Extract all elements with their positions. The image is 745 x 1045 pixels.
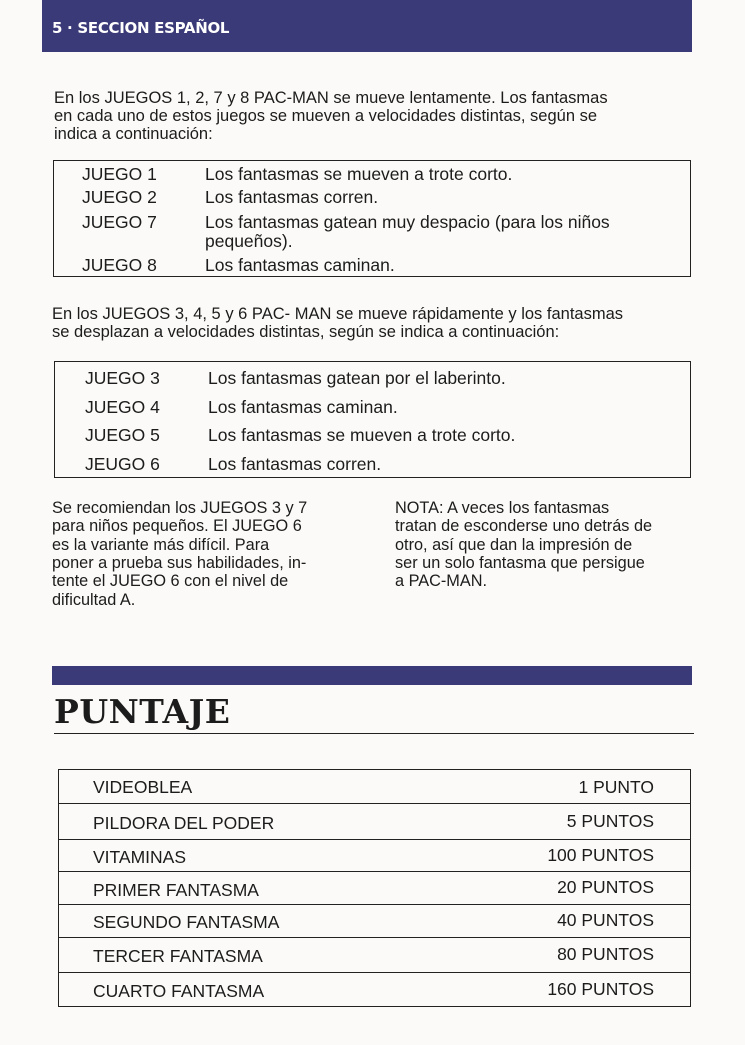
section-divider-bar: [52, 666, 692, 685]
nota-line: ser un solo fantasma que persigue: [395, 554, 645, 572]
intro1-line: en cada uno de estos juegos se mueven a velocidades distintas, según se: [54, 107, 598, 125]
game-label: JUEGO 7: [82, 212, 157, 232]
table-row: [58, 840, 691, 872]
game-label: JUEGO 4: [85, 397, 160, 417]
game-description: Los fantasmas gatean por el laberinto.: [208, 368, 506, 388]
game-description: Los fantasmas se mueven a trote corto.: [208, 425, 516, 445]
section-heading: PUNTAJE: [54, 692, 231, 731]
game-label: JUEGO 5: [85, 425, 160, 445]
score-item: SEGUNDO FANTASMA: [93, 912, 280, 932]
page-section-title: 5 · SECCION ESPAÑOL: [52, 19, 230, 37]
score-points: 40 PUNTOS: [557, 910, 654, 930]
game-label: JUEGO 8: [82, 255, 157, 275]
score-item: TERCER FANTASMA: [93, 946, 263, 966]
table-row: [58, 804, 691, 840]
recommend-line: es la variante más difícil. Para: [52, 536, 270, 554]
score-item: VITAMINAS: [93, 847, 187, 867]
score-item: VIDEOBLEA: [93, 777, 193, 797]
score-item: CUARTO FANTASMA: [93, 981, 265, 1001]
score-points: 5 PUNTOS: [566, 811, 654, 831]
recommend-line: tente el JUEGO 6 con el nivel de: [52, 572, 289, 590]
game-description: Los fantasmas corren.: [205, 187, 379, 207]
score-points: 80 PUNTOS: [557, 944, 654, 964]
intro2-line: En los JUEGOS 3, 4, 5 y 6 PAC- MAN se mueve rápidamente y los fantasmas: [52, 305, 624, 323]
table-row: [58, 872, 691, 905]
nota-line: otro, así que dan la impresión de: [395, 536, 633, 554]
game-description-cont: pequeños).: [205, 231, 293, 251]
game-description: Los fantasmas se mueven a trote corto.: [205, 164, 513, 184]
table-row: [58, 938, 691, 973]
score-table: [58, 769, 691, 1007]
table-row: [58, 770, 691, 804]
score-points: 1 PUNTO: [578, 777, 654, 797]
nota-line: a PAC-MAN.: [395, 572, 487, 590]
game-description: Los fantasmas gatean muy despacio (para los niños: [205, 212, 610, 232]
table-row: [58, 905, 691, 938]
recommend-line: dificultad A.: [52, 591, 136, 609]
table-row: [58, 973, 691, 1007]
game-description: Los fantasmas corren.: [208, 454, 382, 474]
recommend-line: Se recomiendan los JUEGOS 3 y 7: [52, 499, 308, 517]
game-label: JUEGO 1: [82, 164, 157, 184]
score-points: 100 PUNTOS: [547, 845, 654, 865]
score-points: 160 PUNTOS: [547, 979, 654, 999]
intro1-line: En los JUEGOS 1, 2, 7 y 8 PAC-MAN se mueve lentamente. Los fantasmas: [54, 89, 608, 107]
game-speed-table-2: [54, 361, 691, 478]
game-label: JUEGO 3: [85, 368, 160, 388]
recommend-line: para niños pequeños. El JUEGO 6: [52, 517, 302, 535]
heading-rule: [54, 733, 694, 734]
game-speed-table-1: [53, 160, 691, 277]
game-label: JEUGO 6: [85, 454, 160, 474]
score-points: 20 PUNTOS: [557, 877, 654, 897]
score-item: PRIMER FANTASMA: [93, 880, 259, 900]
score-item: PILDORA DEL PODER: [93, 813, 275, 833]
game-description: Los fantasmas caminan.: [208, 397, 398, 417]
recommend-line: poner a prueba sus habilidades, in-: [52, 554, 307, 572]
game-label: JUEGO 2: [82, 187, 157, 207]
game-description: Los fantasmas caminan.: [205, 255, 395, 275]
intro1-line: indica a continuación:: [54, 125, 213, 143]
nota-line: tratan de esconderse uno detrás de: [395, 517, 653, 535]
nota-line: NOTA: A veces los fantasmas: [395, 499, 610, 517]
intro2-line: se desplazan a velocidades distintas, según se indica a continuación:: [52, 323, 560, 341]
